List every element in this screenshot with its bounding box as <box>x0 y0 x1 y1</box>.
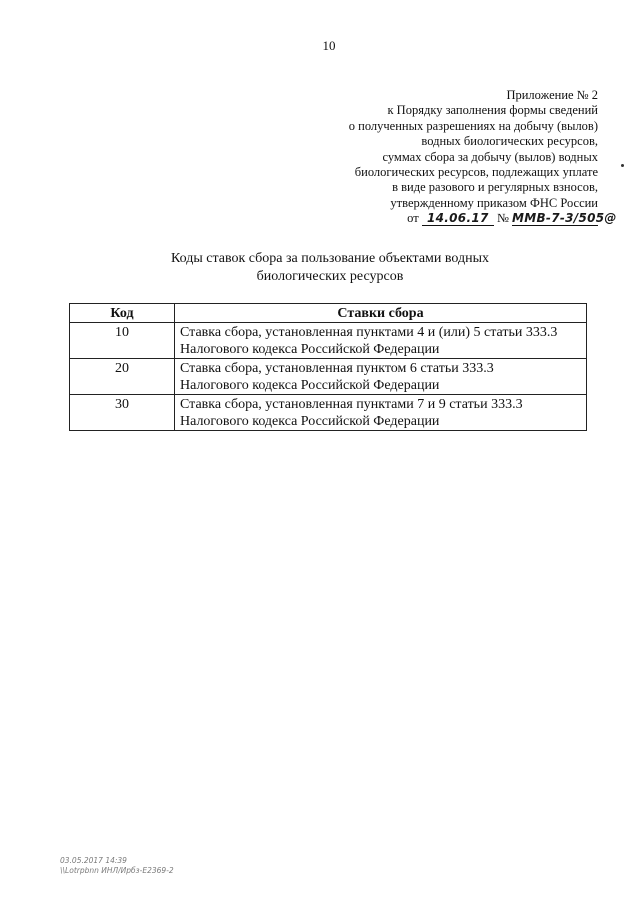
appendix-line: суммах сбора за добычу (вылов) водных <box>382 149 598 164</box>
rate-description-line: Налогового кодекса Российской Федерации <box>180 378 440 393</box>
appendix-line: к Порядку заполнения формы сведений <box>387 103 598 118</box>
appendix-line: в виде разового и регулярных взносов, <box>392 180 598 195</box>
footer-path: \\Lotrpbnn ИНЛ/Ирбз-Е2369-2 <box>60 866 174 875</box>
rates-table <box>69 303 587 431</box>
appendix-line: биологических ресурсов, подлежащих уплате <box>354 165 598 180</box>
title-line: Коды ставок сбора за пользование объектами водных <box>170 251 490 266</box>
title-line: биологических ресурсов <box>256 269 404 284</box>
number-prefix: № <box>496 211 509 226</box>
rate-description-line: Налогового кодекса Российской Федерации <box>180 414 440 429</box>
rate-description <box>175 395 587 431</box>
footer-timestamp: 03.05.2017 14:39 <box>60 856 127 865</box>
page-number: 10 <box>322 38 336 53</box>
header-code: Код <box>70 304 175 323</box>
rate-description-line: Ставка сбора, установленная пунктами 4 и (или) 5 статьи 333.3 <box>180 325 558 340</box>
margin-dot <box>621 164 624 167</box>
appendix-line: о полученных разрешениях на добычу (вылов) <box>348 118 598 133</box>
table-row <box>70 359 587 395</box>
table-row <box>70 395 587 431</box>
rate-description <box>175 359 587 395</box>
appendix-line: водных биологических ресурсов, <box>421 134 598 149</box>
footer-stamp <box>60 856 174 876</box>
table-row <box>70 323 587 359</box>
rate-description <box>175 323 587 359</box>
header-rates: Ставки сбора <box>175 304 587 323</box>
rate-description-line: Ставка сбора, установленная пунктами 7 и 9 статьи 333.3 <box>180 397 523 412</box>
document-title <box>70 250 590 286</box>
appendix-line: утвержденному приказом ФНС России <box>390 195 598 210</box>
rate-description-line: Ставка сбора, установленная пунктом 6 статьи 333.3 <box>180 361 494 376</box>
rate-code: 10 <box>70 323 175 359</box>
handwritten-order-number: ММВ-7-3/505@ <box>512 211 617 226</box>
table-header-row <box>70 304 587 323</box>
handwritten-date: 14.06.17 <box>422 212 494 226</box>
appendix-line: Приложение № 2 <box>506 88 598 102</box>
order-reference <box>278 211 617 226</box>
rate-description-line: Налогового кодекса Российской Федерации <box>180 342 440 357</box>
appendix-block <box>278 88 617 227</box>
from-prefix: от <box>407 211 419 226</box>
rate-code: 20 <box>70 359 175 395</box>
rate-code: 30 <box>70 395 175 431</box>
